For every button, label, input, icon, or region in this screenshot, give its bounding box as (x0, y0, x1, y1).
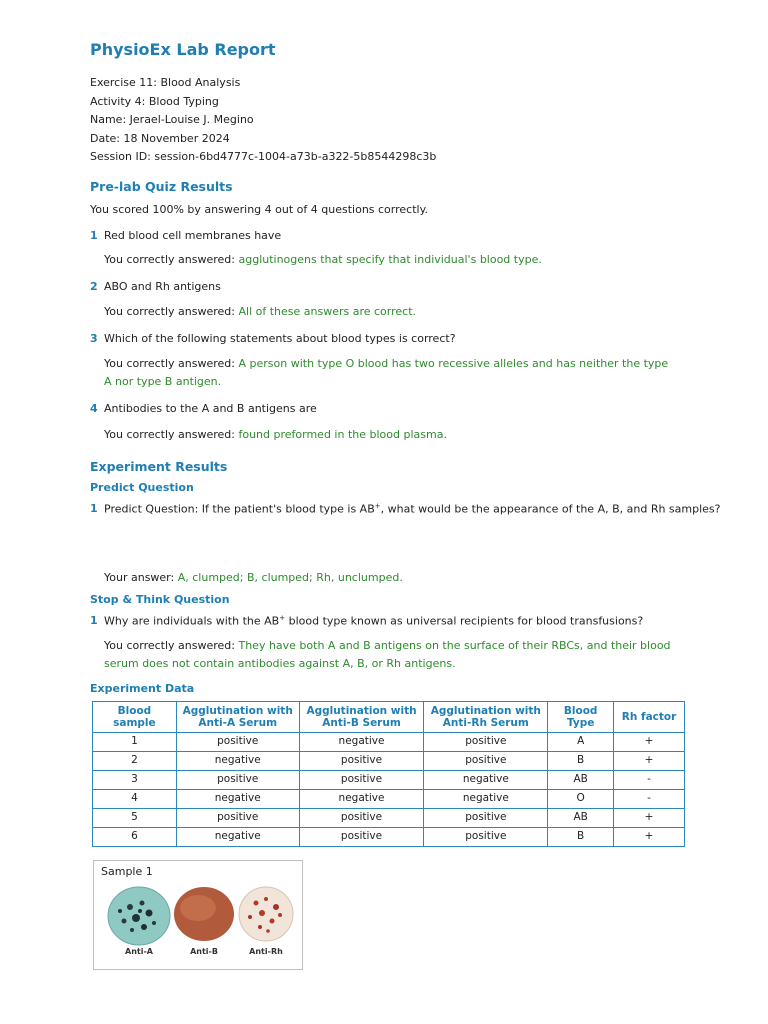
question-text: ABO and Rh antigens (104, 280, 221, 293)
table-cell: negative (299, 790, 424, 809)
anti-rh-label: Anti-Rh (249, 947, 283, 956)
table-cell: negative (424, 771, 548, 790)
question-number: 1 (90, 614, 98, 627)
table-cell: positive (424, 809, 548, 828)
table-cell: 5 (93, 809, 177, 828)
question-text: Red blood cell membranes have (104, 229, 282, 242)
table-cell: negative (176, 752, 299, 771)
superscript: + (279, 614, 286, 622)
question-answer (104, 355, 679, 391)
question-number: 4 (90, 402, 98, 415)
column-header: Agglutination with Anti-Rh Serum (424, 702, 548, 733)
predict-question (104, 502, 721, 517)
question-number: 3 (90, 332, 98, 345)
table-cell: negative (176, 828, 299, 847)
activity-line: Activity 4: Blood Typing (90, 94, 219, 108)
answer-text: All of these answers are correct. (238, 305, 417, 318)
prelab-heading: Pre-lab Quiz Results (90, 179, 233, 194)
table-cell: AB (548, 771, 614, 790)
answer-text: agglutinogens that specify that individual's blood type. (238, 253, 542, 266)
table-cell: positive (424, 733, 548, 752)
table-cell: + (614, 752, 685, 771)
question-answer (104, 303, 679, 321)
column-header: Agglutination with Anti-B Serum (299, 702, 424, 733)
table-cell: + (614, 733, 685, 752)
table-cell: 2 (93, 752, 177, 771)
experiment-heading: Experiment Results (90, 459, 228, 474)
predict-answer (104, 569, 679, 587)
table-cell: negative (176, 790, 299, 809)
table-row (93, 809, 685, 828)
table-cell: 1 (93, 733, 177, 752)
experiment-data-table (92, 701, 685, 847)
table-cell: - (614, 771, 685, 790)
question-text: , what would be the appearance of the A, B, and Rh samples? (380, 502, 721, 516)
answer-prefix: You correctly answered: (104, 253, 235, 266)
question-text: blood type known as universal recipients for blood transfusions? (285, 614, 644, 628)
answer-prefix: You correctly answered: (104, 639, 235, 652)
table-cell: negative (299, 733, 424, 752)
question-text: Which of the following statements about blood types is correct? (104, 332, 456, 345)
stop-think-heading: Stop & Think Question (90, 593, 230, 606)
table-cell: 4 (93, 790, 177, 809)
table-row (93, 771, 685, 790)
answer-text: A person with type O blood has two recessive alleles and has neither the type A nor type B antigen. (104, 357, 669, 388)
question-number: 1 (90, 229, 98, 242)
table-cell: positive (176, 771, 299, 790)
anti-b-label: Anti-B (190, 947, 218, 956)
question-text: Antibodies to the A and B antigens are (104, 402, 317, 415)
answer-prefix: You correctly answered: (104, 305, 235, 318)
table-cell: positive (176, 809, 299, 828)
question-text: Predict Question: If the patient's blood type is AB (104, 502, 375, 516)
table-row (93, 790, 685, 809)
table-cell: positive (424, 828, 548, 847)
column-header: Blood Type (548, 702, 614, 733)
table-cell: 3 (93, 771, 177, 790)
answer-prefix: You correctly answered: (104, 357, 235, 370)
predict-heading: Predict Question (90, 481, 194, 494)
table-row (93, 733, 685, 752)
table-cell: B (548, 828, 614, 847)
table-cell: - (614, 790, 685, 809)
table-cell: positive (176, 733, 299, 752)
report-title: PhysioEx Lab Report (90, 40, 276, 59)
date-line: Date: 18 November 2024 (90, 131, 230, 145)
table-cell: + (614, 809, 685, 828)
table-row (93, 828, 685, 847)
table-row (93, 752, 685, 771)
report-meta (90, 74, 436, 167)
table-cell: + (614, 828, 685, 847)
table-cell: 6 (93, 828, 177, 847)
table-cell: negative (424, 790, 548, 809)
answer-prefix: You correctly answered: (104, 428, 235, 441)
question-number: 1 (90, 502, 98, 515)
experiment-data-heading: Experiment Data (90, 682, 195, 695)
question-answer (104, 426, 679, 444)
answer-text: found preformed in the blood plasma. (238, 428, 447, 441)
sample-title: Sample 1 (101, 865, 153, 878)
answer-prefix: Your answer: (104, 571, 175, 584)
stop-think-answer (104, 637, 679, 673)
anti-a-label: Anti-A (125, 947, 153, 956)
sample-image (93, 860, 303, 970)
session-line: Session ID: session-6bd4777c-1004-a73b-a322-5b8544298c3b (90, 150, 437, 163)
question-number: 2 (90, 280, 98, 293)
table-cell: positive (424, 752, 548, 771)
table-header-row (93, 702, 685, 733)
answer-text: They have both A and B antigens on the surface of their RBCs, and their blood serum does not contain antibodies against A, B, or Rh antigens. (104, 639, 671, 670)
table-cell: B (548, 752, 614, 771)
superscript: + (374, 502, 381, 510)
exercise-line: Exercise 11: Blood Analysis (90, 76, 241, 89)
table-cell: positive (299, 828, 424, 847)
table-cell: positive (299, 752, 424, 771)
name-line: Name: Jerael-Louise J. Megino (90, 113, 254, 126)
table-cell: O (548, 790, 614, 809)
anti-rh-well (239, 887, 293, 941)
table-cell: A (548, 733, 614, 752)
anti-a-well (108, 887, 170, 945)
column-header: Rh factor (614, 702, 685, 733)
stop-think-question (104, 614, 643, 629)
table-cell: AB (548, 809, 614, 828)
column-header: Agglutination with Anti-A Serum (176, 702, 299, 733)
column-header: Blood sample (93, 702, 177, 733)
table-cell: positive (299, 809, 424, 828)
question-text: Why are individuals with the AB (104, 614, 280, 628)
answer-text: A, clumped; B, clumped; Rh, unclumped. (177, 571, 403, 584)
anti-b-well (174, 887, 234, 941)
question-answer (104, 251, 679, 269)
table-cell: positive (299, 771, 424, 790)
prelab-score: You scored 100% by answering 4 out of 4 questions correctly. (90, 203, 429, 216)
